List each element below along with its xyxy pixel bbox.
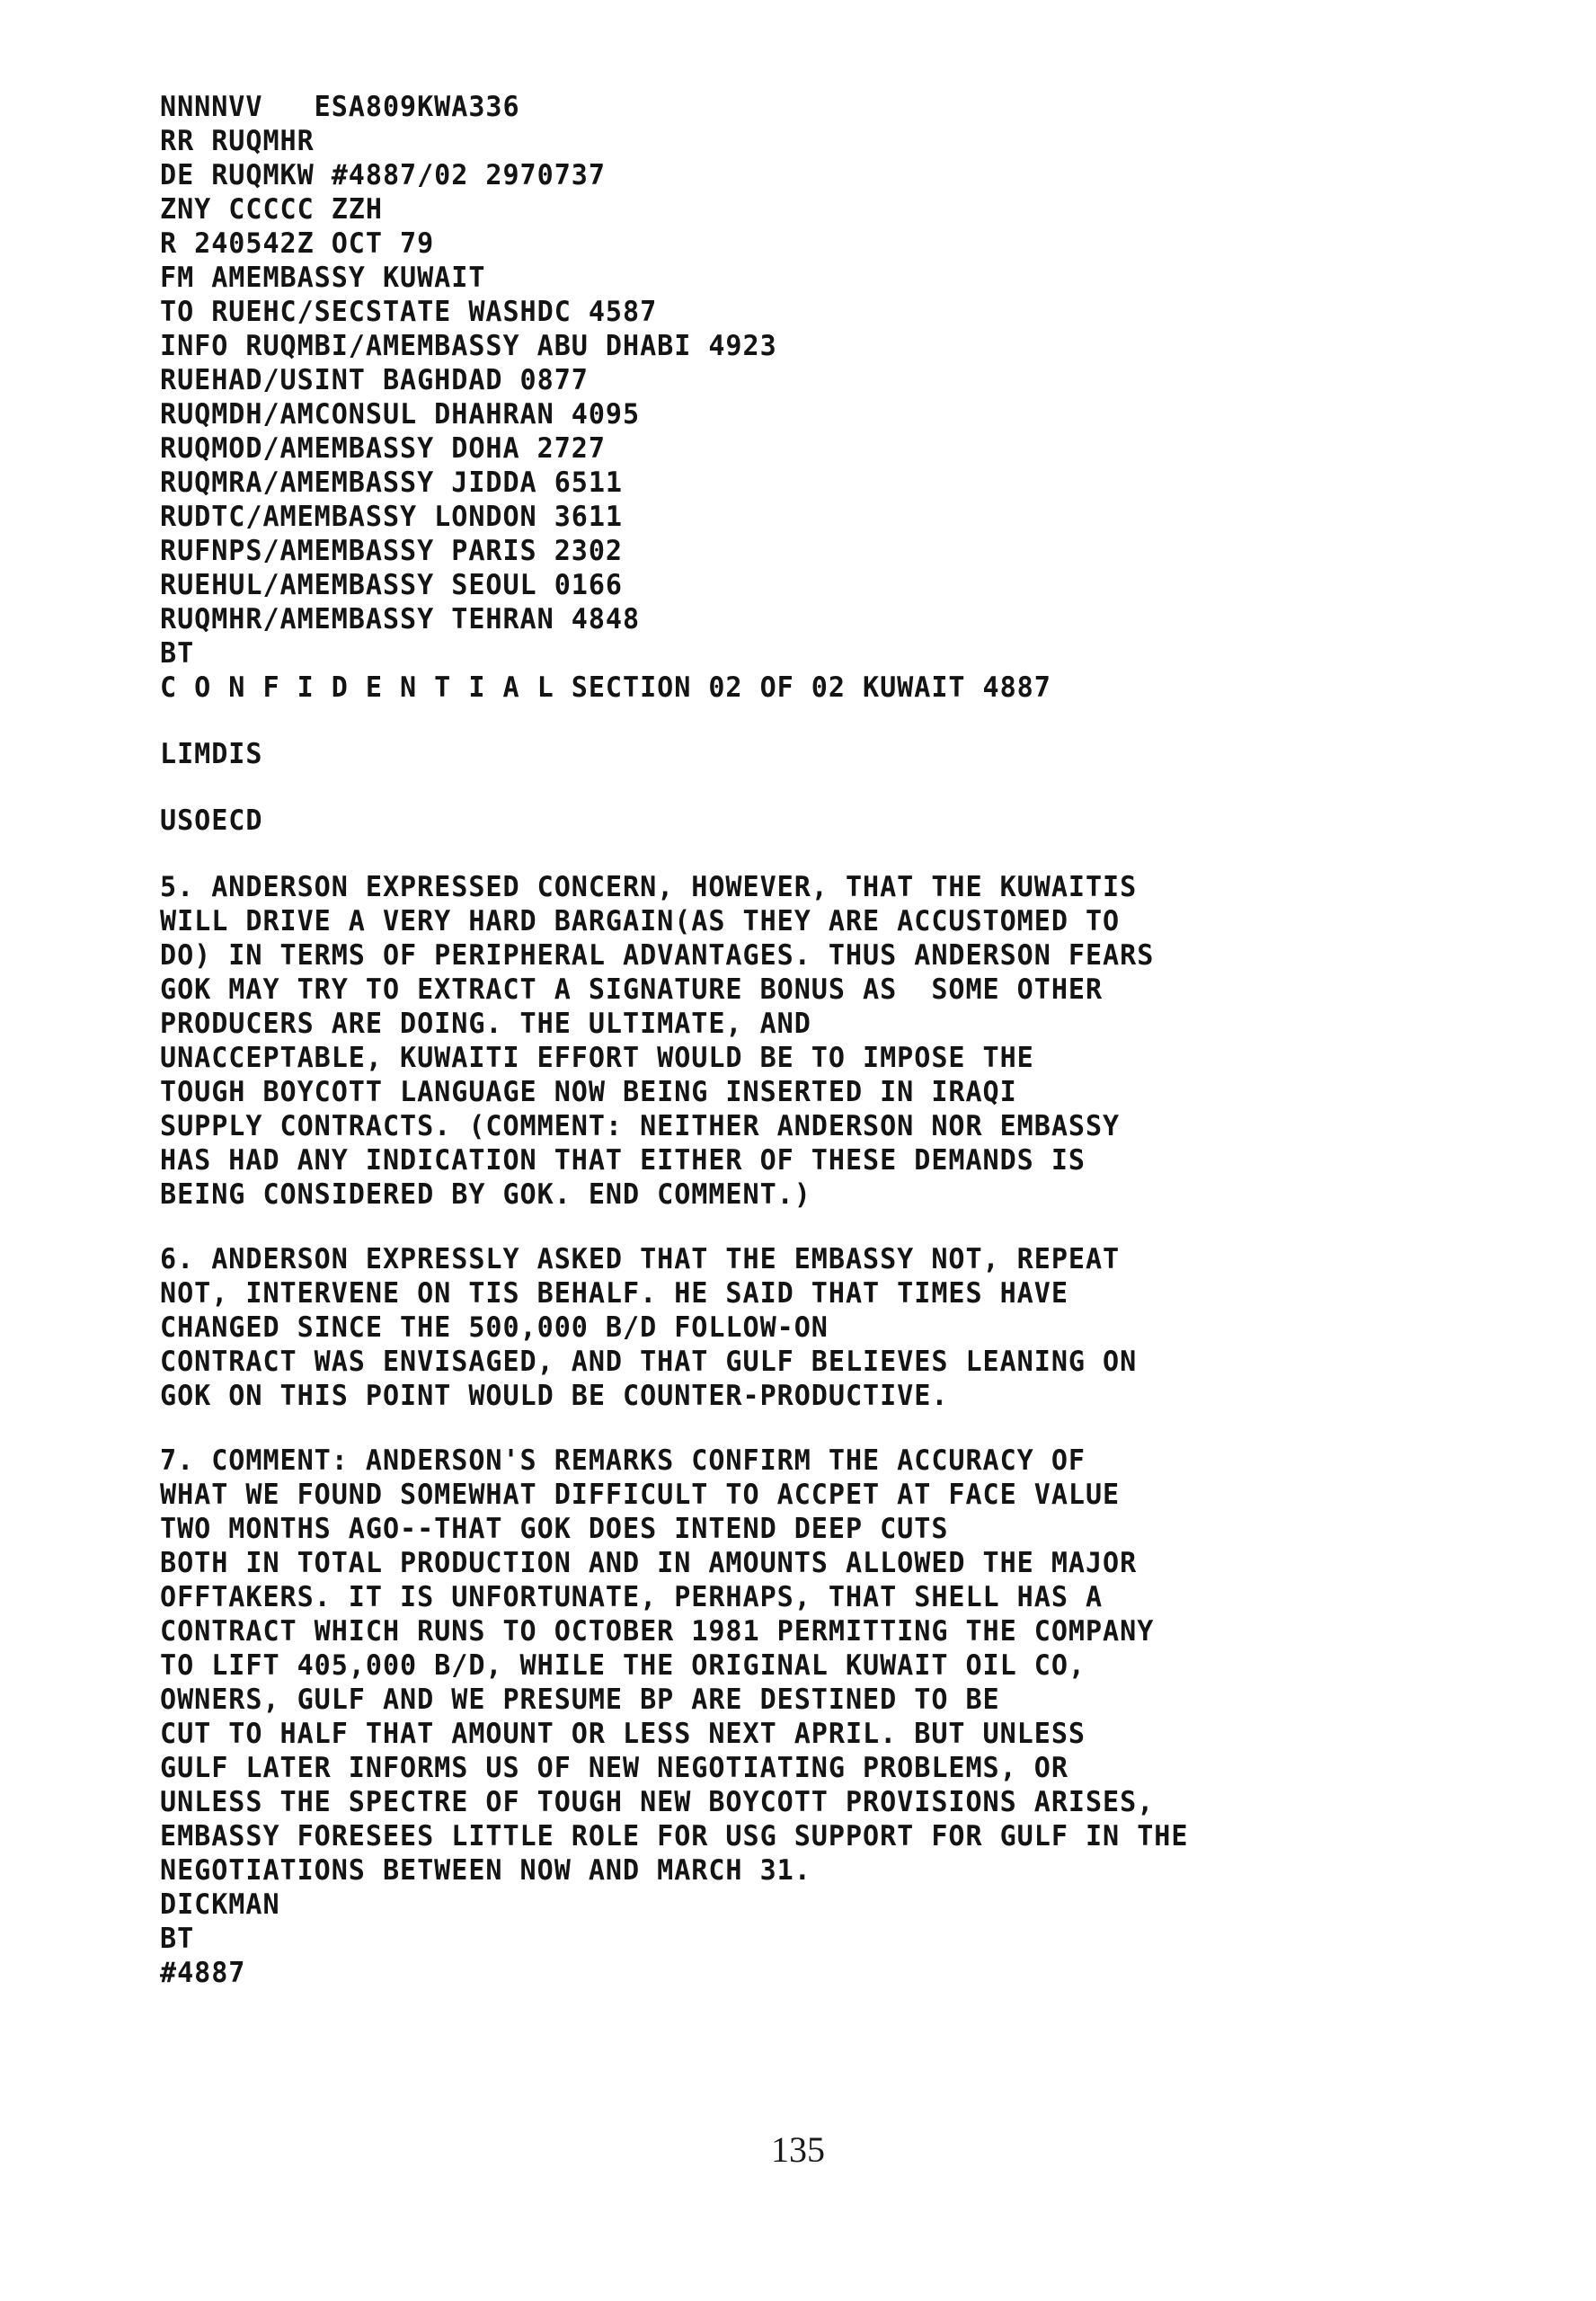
paragraph-5 [160,870,1397,1212]
header-line: RUQMDH/AMCONSUL DHAHRAN 4095 [160,398,641,431]
paragraph-line: NEGOTIATIONS BETWEEN NOW AND MARCH 31. [160,1854,811,1887]
header-line: RR RUQMHR [160,125,315,157]
caption-usoecd: USOECD [160,804,263,837]
header-line: RUQMOD/AMEMBASSY DOHA 2727 [160,432,606,465]
paragraph-line: 7. COMMENT: ANDERSON'S REMARKS CONFIRM THE ACCURACY OF [160,1444,1086,1477]
paragraph-line: CHANGED SINCE THE 500,000 B/D FOLLOW-ON [160,1311,829,1344]
header-line: DE RUQMKW #4887/02 2970737 [160,159,606,191]
paragraph-line: UNACCEPTABLE, KUWAITI EFFORT WOULD BE TO IMPOSE THE [160,1042,1034,1074]
paragraph-line: HAS HAD ANY INDICATION THAT EITHER OF THESE DEMANDS IS [160,1144,1086,1177]
paragraph-line: CONTRACT WHICH RUNS TO OCTOBER 1981 PERMITTING THE COMPANY [160,1615,1155,1648]
header-line: TO RUEHC/SECSTATE WASHDC 4587 [160,296,658,328]
paragraph-line: WHAT WE FOUND SOMEWHAT DIFFICULT TO ACCPET AT FACE VALUE [160,1479,1121,1511]
paragraph-line: BOTH IN TOTAL PRODUCTION AND IN AMOUNTS ALLOWED THE MAJOR [160,1547,1138,1579]
paragraph-line: OFFTAKERS. IT IS UNFORTUNATE, PERHAPS, THAT SHELL HAS A [160,1581,1104,1613]
paragraph-line: PRODUCERS ARE DOING. THE ULTIMATE, AND [160,1008,811,1040]
paragraph-line: EMBASSY FORESEES LITTLE ROLE FOR USG SUPPORT FOR GULF IN THE [160,1820,1189,1852]
paragraph-line: CONTRACT WAS ENVISAGED, AND THAT GULF BELIEVES LEANING ON [160,1346,1138,1378]
paragraph-line: GOK ON THIS POINT WOULD BE COUNTER-PRODUCTIVE. [160,1380,949,1412]
paragraph-6 [160,1242,1397,1413]
caption-limdis: LIMDIS [160,738,263,770]
header-line: ZNY CCCCC ZZH [160,193,383,226]
break-marker: BT [160,1923,195,1955]
paragraph-7 [160,1444,1397,1888]
telegram-body [160,90,1397,1990]
header-line: RUQMHR/AMEMBASSY TEHRAN 4848 [160,603,641,635]
closing-block [160,1888,1397,1990]
header-line: RUEHAD/USINT BAGHDAD 0877 [160,364,589,396]
signature-line: DICKMAN [160,1888,280,1921]
paragraph-line: 6. ANDERSON EXPRESSLY ASKED THAT THE EMBASSY NOT, REPEAT [160,1243,1121,1275]
header-line: INFO RUQMBI/AMEMBASSY ABU DHABI 4923 [160,330,777,362]
paragraph-line: GOK MAY TRY TO EXTRACT A SIGNATURE BONUS AS SOME OTHER [160,973,1104,1006]
paragraph-line: GULF LATER INFORMS US OF NEW NEGOTIATING PROBLEMS, OR [160,1752,1068,1784]
header-line: RUQMRA/AMEMBASSY JIDDA 6511 [160,466,623,499]
paragraph-line: TWO MONTHS AGO--THAT GOK DOES INTEND DEEP CUTS [160,1513,949,1545]
paragraph-line: DO) IN TERMS OF PERIPHERAL ADVANTAGES. THUS ANDERSON FEARS [160,939,1155,972]
header-line: RUEHUL/AMEMBASSY SEOUL 0166 [160,569,623,601]
paragraph-line: SUPPLY CONTRACTS. (COMMENT: NEITHER ANDERSON NOR EMBASSY [160,1110,1121,1142]
paragraph-line: CUT TO HALF THAT AMOUNT OR LESS NEXT APRIL. BUT UNLESS [160,1718,1086,1750]
paragraph-line: 5. ANDERSON EXPRESSED CONCERN, HOWEVER, THAT THE KUWAITIS [160,871,1138,903]
header-line: FM AMEMBASSY KUWAIT [160,262,486,294]
paragraph-line: OWNERS, GULF AND WE PRESUME BP ARE DESTINED TO BE [160,1684,1000,1716]
header-line: RUDTC/AMEMBASSY LONDON 3611 [160,501,623,533]
paragraph-line: NOT, INTERVENE ON TIS BEHALF. HE SAID THAT TIMES HAVE [160,1277,1068,1310]
header-line: R 240542Z OCT 79 [160,227,435,260]
header-line: BT [160,637,195,670]
page-number: 135 [771,2129,825,2170]
header-line: RUFNPS/AMEMBASSY PARIS 2302 [160,535,623,567]
header-line: NNNNVV ESA809KWA336 [160,91,520,123]
paragraph-line: WILL DRIVE A VERY HARD BARGAIN(AS THEY ARE ACCUSTOMED TO [160,905,1121,937]
paragraph-line: UNLESS THE SPECTRE OF TOUGH NEW BOYCOTT PROVISIONS ARISES, [160,1786,1155,1818]
routing-header [160,90,1397,705]
classification-line: C O N F I D E N T I A L SECTION 02 OF 02 KUWAIT 4887 [160,671,1051,704]
message-number: #4887 [160,1957,246,1989]
paragraph-line: TOUGH BOYCOTT LANGUAGE NOW BEING INSERTED IN IRAQI [160,1076,1017,1108]
paragraph-line: BEING CONSIDERED BY GOK. END COMMENT.) [160,1178,811,1211]
paragraph-line: TO LIFT 405,000 B/D, WHILE THE ORIGINAL KUWAIT OIL CO, [160,1649,1086,1682]
